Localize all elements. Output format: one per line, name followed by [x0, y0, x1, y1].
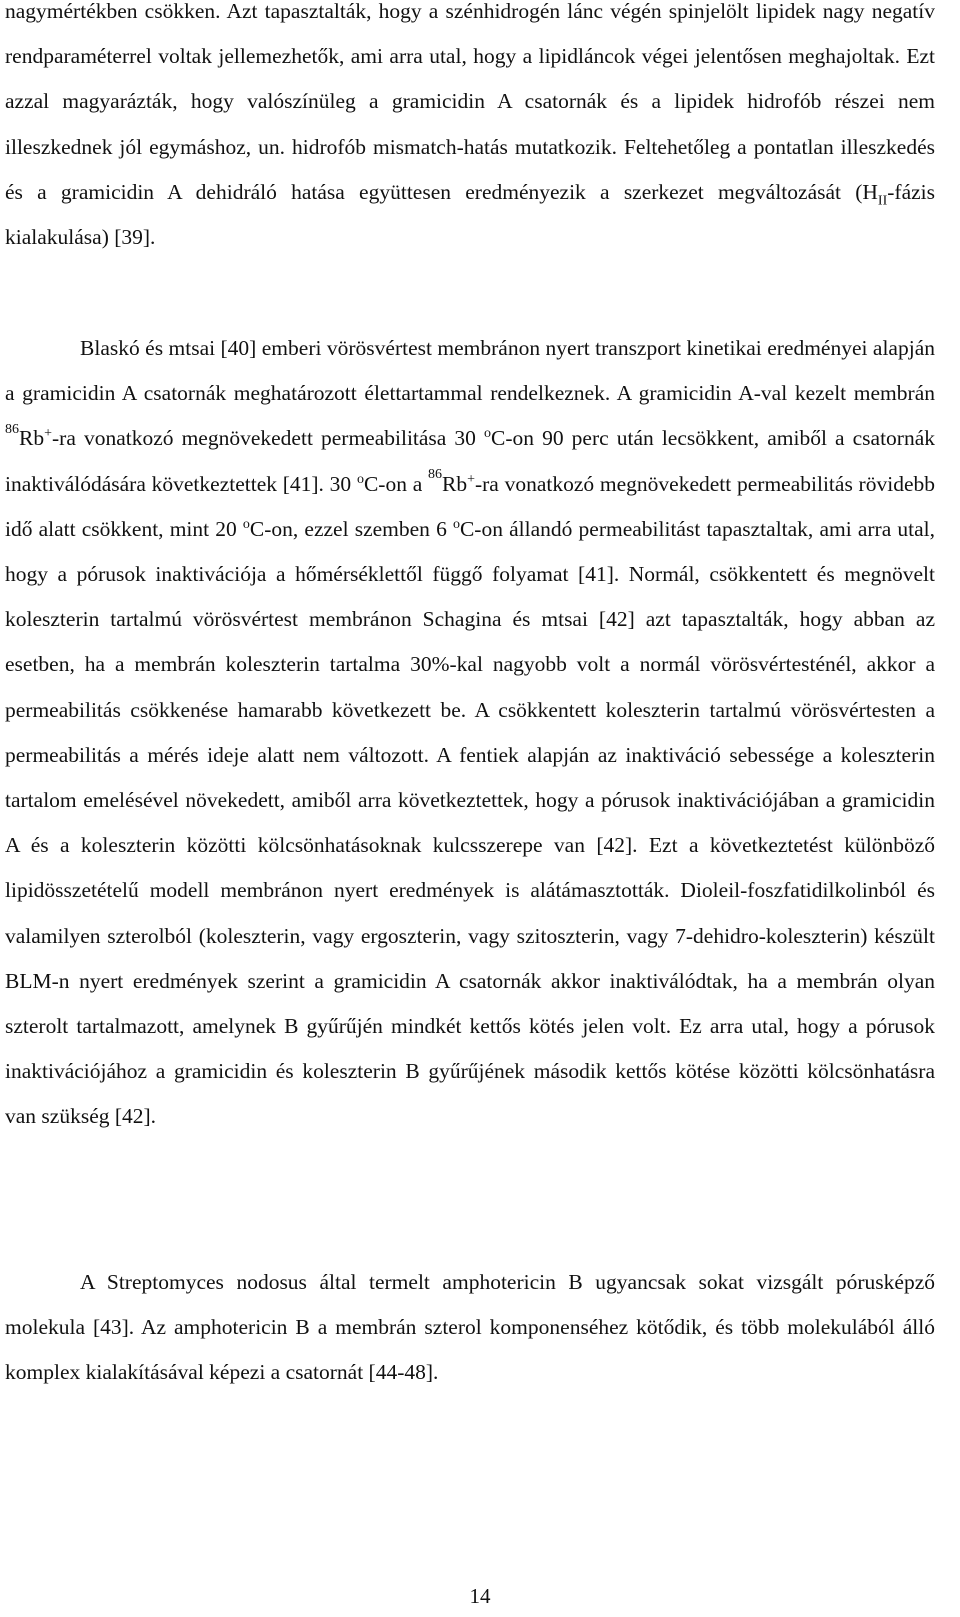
isotope-mass-number: 86 — [427, 467, 442, 483]
paragraph-3-text: A Streptomyces nodosus által termelt amphotericin B ugyancsak sokat vizsgált pórusképző molekula [43]. Az amphotericin B a membrán szterol komponenséhez kötődik, és több molekulából álló komplex kialakításával képezi a csatornát [44-48]. — [5, 1270, 935, 1385]
ion-charge: + — [44, 426, 52, 442]
isotope-mass-number: 86 — [5, 422, 19, 438]
paragraph-1-text-a: nagymértékben csökken. Azt tapasztalták, hogy a szénhidrogén lánc végén spinjelölt lipidek nagy negatív rendparaméterrel voltak jellemezhetők, ami arra utal, hogy a lipidláncok végei jelentősen meghajoltak. Ezt azzal magyarázták, hogy valószínüleg a gramicidin A csatornák és a lipidek hidrofób részei nem illeszkednek jól egymáshoz, un. hidrofób mismatch-hatás mutatkozik. Feltehetőleg a pontatlan illeszkedés és a gramicidin A dehidráló hatása együttesen eredményezik a szerkezet megváltozását (H — [5, 0, 935, 204]
element-symbol: Rb — [441, 471, 468, 496]
paragraph-2 — [5, 326, 935, 1140]
degree-symbol: o — [452, 516, 460, 532]
paragraph-1-text-b: -fázis kialakulása) [39]. — [5, 179, 935, 250]
ion-charge: + — [467, 471, 475, 487]
paragraph-2-part-8: C-on, ezzel szemben 6 — [249, 516, 453, 541]
paragraph-2-part-3: -ra vonatkozó megnövekedett permeabilitása 30 — [52, 426, 484, 451]
element-symbol: Rb — [19, 426, 45, 451]
paragraph-2-part-9: C-on állandó permeabilitást tapasztaltak, ami arra utal, hogy a pórusok inaktivációja a hőmérséklettől függő folyamat [41]. Normál, csökkentett és megnövelt koleszterin tartalmú vörösvértest membránon Schagina és mtsai [42] azt tapasztalták, hogy abban az esetben, ha a membrán koleszterin tartalma 30%-kal nagyobb volt a normál vörösvértesténél, akkor a permeabilitás csökkenése hamarabb következett be. A csökkentett koleszterin tartalmú vörösvértesten a permeabilitás a mérés ideje alatt nem változott. A fentiek alapján az inaktiváció sebessége a koleszterin tartalom emelésével növekedett, amiből arra következtettek, hogy a pórusok inaktivációjában a gramicidin A és a koleszterin közötti kölcsönhatásoknak kulcsszerepe van [42]. Ezt a következtetést különböző lipidösszetételű modell membránon nyert eredmények is alátámasztották. Dioleil-foszfatidilkolinból és valamilyen szterolból (koleszterin, vagy ergoszterin, vagy szitoszterin, vagy 7-dehidro-koleszterin) készült BLM-n nyert eredmények szerint a gramicidin A csatornák akkor inaktiválódtak, ha a membrán olyan szterolt tartalmazott, amelynek B gyűrűjén mindkét kettős kötés jelen volt. Ez arra utal, hogy a pórusok inaktivációjához a gramicidin és koleszterin B gyűrűjének második kettős kötése közötti kölcsönhatásra van szükség [42]. — [5, 516, 935, 1129]
paragraph-3 — [5, 1260, 935, 1396]
paragraph-2-part-5: C-on a — [363, 471, 428, 496]
degree-symbol: o — [242, 516, 250, 532]
paragraph-2-part-7: -ra vonatkozó megnövekedett permeabilitás rövidebb idő alatt csökkent, mint 20 — [5, 471, 935, 541]
paragraph-2-part-4: C-on 90 perc után lecsökkent, amiből a csatornák inaktiválódására következtettek [41]. 30 — [5, 426, 935, 496]
subscript-phase: II — [877, 193, 888, 209]
page-number: 14 — [469, 1584, 491, 1608]
paragraph-2-part-1: Blaskó és mtsai [40] emberi vörösvértest membránon nyert transzport kinetikai eredményei alapján a gramicidin A csatornák meghatározott élettartammal rendelkeznek. A gramicidin A-val kezelt membrán — [5, 336, 935, 406]
degree-symbol: o — [484, 426, 491, 442]
paragraph-1 — [5, 0, 935, 260]
degree-symbol: o — [356, 471, 364, 487]
